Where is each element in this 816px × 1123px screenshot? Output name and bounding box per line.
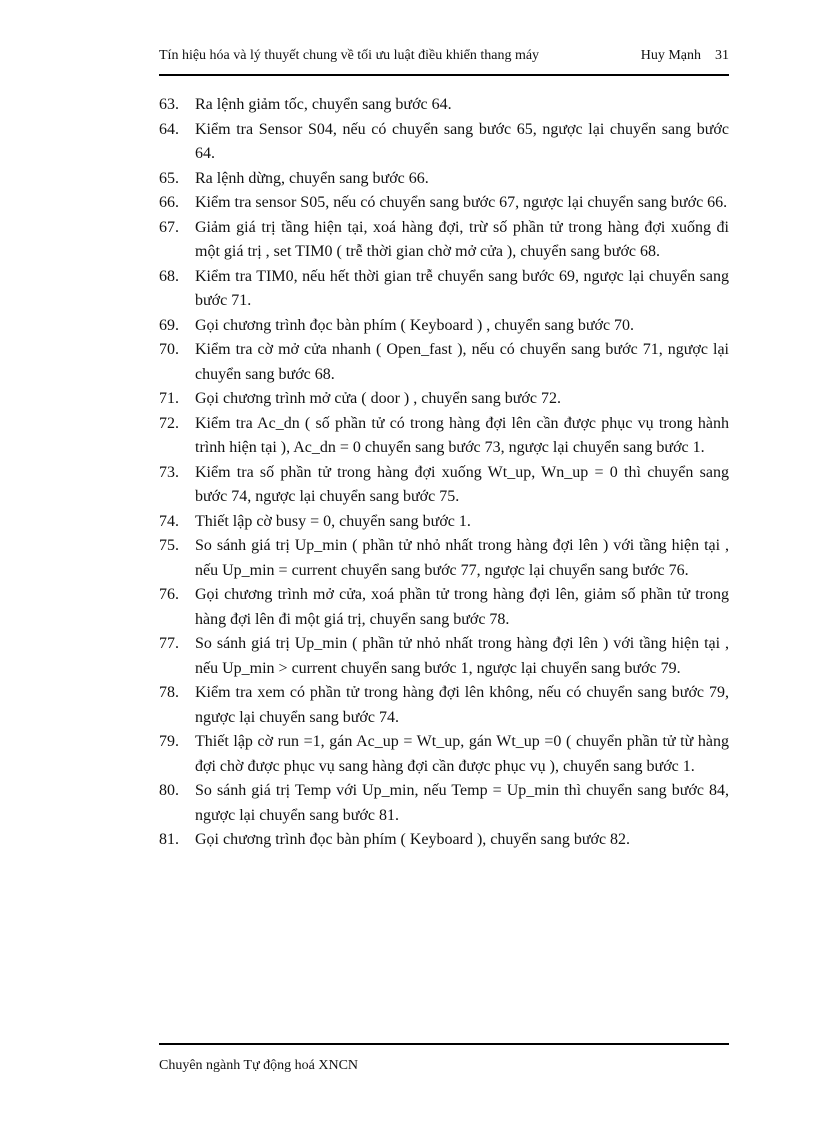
list-item bbox=[159, 314, 729, 339]
step-number: 76. bbox=[159, 586, 179, 603]
step-text: Kiểm tra Ac_dn ( số phần tử có trong hàng đợi lên cần được phục vụ trong hành trình hiện tại ), Ac_dn = 0 chuyển sang bước 73, ngược lại chuyển sang bước 1. bbox=[195, 414, 729, 456]
list-item bbox=[159, 632, 729, 681]
list-item bbox=[159, 730, 729, 779]
step-text: Gọi chương trình mở cửa ( door ) , chuyển sang bước 72. bbox=[195, 390, 561, 407]
list-item bbox=[159, 216, 729, 265]
step-number: 72. bbox=[159, 414, 179, 432]
page-number: 31 bbox=[715, 48, 729, 63]
step-number: 78. bbox=[159, 684, 179, 701]
step-text: Kiểm tra TIM0, nếu hết thời gian trễ chuyển sang bước 69, ngược lại chuyển sang bước 71. bbox=[195, 267, 729, 309]
list-item bbox=[159, 338, 729, 387]
step-number: 69. bbox=[159, 316, 179, 334]
page-header bbox=[159, 48, 729, 68]
list-item bbox=[159, 583, 729, 632]
list-item bbox=[159, 510, 729, 535]
step-number: 67. bbox=[159, 218, 179, 236]
header-rule bbox=[159, 74, 729, 76]
step-text: Gọi chương trình đọc bàn phím ( Keyboard ) , chuyển sang bước 70. bbox=[195, 316, 635, 334]
list-item bbox=[159, 828, 729, 853]
step-text: So sánh giá trị Up_min ( phần tử nhỏ nhất trong hàng đợi lên ) với tầng hiện tại , nếu Up_min > current chuyển sang bước 1, ngược lại chuyển sang bước 79. bbox=[195, 635, 729, 677]
step-number: 73. bbox=[159, 463, 179, 481]
list-item bbox=[159, 93, 729, 118]
step-text: Giảm giá trị tầng hiện tại, xoá hàng đợi, trừ số phần tử trong hàng đợi xuống đi một giá trị , set TIM0 ( trễ thời gian chờ mở cửa ), chuyển sang bước 68. bbox=[195, 218, 729, 260]
header-title: Tín hiệu hóa và lý thuyết chung về tối ưu luật điều khiển thang máy bbox=[159, 48, 540, 63]
steps-list bbox=[159, 93, 729, 853]
step-text: Kiểm tra xem có phần tử trong hàng đợi lên không, nếu có chuyển sang bước 79, ngược lại chuyển sang bước 74. bbox=[195, 684, 729, 726]
step-text: Gọi chương trình đọc bàn phím ( Keyboard ), chuyển sang bước 82. bbox=[195, 831, 631, 848]
step-text: Kiểm tra cờ mở cửa nhanh ( Open_fast ), nếu có chuyển sang bước 71, ngược lại chuyển sang bước 68. bbox=[195, 341, 729, 383]
list-item bbox=[159, 779, 729, 828]
step-number: 70. bbox=[159, 341, 179, 358]
step-text: Kiểm tra Sensor S04, nếu có chuyển sang bước 65, ngược lại chuyển sang bước 64. bbox=[195, 120, 729, 162]
list-item bbox=[159, 534, 729, 583]
step-number: 66. bbox=[159, 194, 179, 211]
page-footer: Chuyên ngành Tự động hoá XNCN bbox=[159, 1058, 359, 1073]
list-item bbox=[159, 191, 729, 216]
step-text: Gọi chương trình mở cửa, xoá phần tử trong hàng đợi lên, giảm số phần tử trong hàng đợi lên đi một giá trị, chuyển sang bước 78. bbox=[195, 586, 729, 628]
footer-rule bbox=[159, 1043, 729, 1045]
step-text: Kiểm tra sensor S05, nếu có chuyển sang bước 67, ngược lại chuyển sang bước 66. bbox=[195, 194, 728, 211]
list-item bbox=[159, 265, 729, 314]
list-item bbox=[159, 681, 729, 730]
step-number: 79. bbox=[159, 733, 179, 750]
step-number: 63. bbox=[159, 96, 179, 113]
step-number: 68. bbox=[159, 267, 179, 285]
step-number: 81. bbox=[159, 831, 179, 848]
step-number: 77. bbox=[159, 635, 179, 652]
step-text: So sánh giá trị Up_min ( phần tử nhỏ nhất trong hàng đợi lên ) với tầng hiện tại , nếu Up_min = current chuyển sang bước 77, ngược lại chuyển sang bước 76. bbox=[195, 537, 729, 579]
step-text: Thiết lập cờ busy = 0, chuyển sang bước 1. bbox=[195, 512, 471, 530]
list-item bbox=[159, 461, 729, 510]
step-text: So sánh giá trị Temp với Up_min, nếu Temp = Up_min thì chuyển sang bước 84, ngược lại chuyển sang bước 81. bbox=[195, 782, 729, 824]
list-item bbox=[159, 118, 729, 167]
step-number: 64. bbox=[159, 120, 179, 138]
step-number: 65. bbox=[159, 169, 179, 187]
step-text: Thiết lập cờ run =1, gán Ac_up = Wt_up, gán Wt_up =0 ( chuyển phần tử từ hàng đợi chờ được phục vụ sang hàng đợi cần được phục vụ ), chuyển sang bước 1. bbox=[195, 733, 729, 775]
step-text: Kiểm tra số phần tử trong hàng đợi xuống Wt_up, Wn_up = 0 thì chuyển sang bước 74, ngược lại chuyển sang bước 75. bbox=[195, 463, 729, 505]
header-author: Huy Mạnh bbox=[640, 48, 701, 63]
step-number: 75. bbox=[159, 537, 179, 554]
step-text: Ra lệnh giảm tốc, chuyển sang bước 64. bbox=[195, 96, 452, 113]
step-number: 80. bbox=[159, 782, 179, 799]
list-item bbox=[159, 167, 729, 192]
step-number: 74. bbox=[159, 512, 179, 530]
list-item bbox=[159, 412, 729, 461]
step-number: 71. bbox=[159, 390, 179, 407]
header-author-page bbox=[641, 48, 729, 64]
list-item bbox=[159, 387, 729, 412]
step-text: Ra lệnh dừng, chuyển sang bước 66. bbox=[195, 169, 429, 187]
